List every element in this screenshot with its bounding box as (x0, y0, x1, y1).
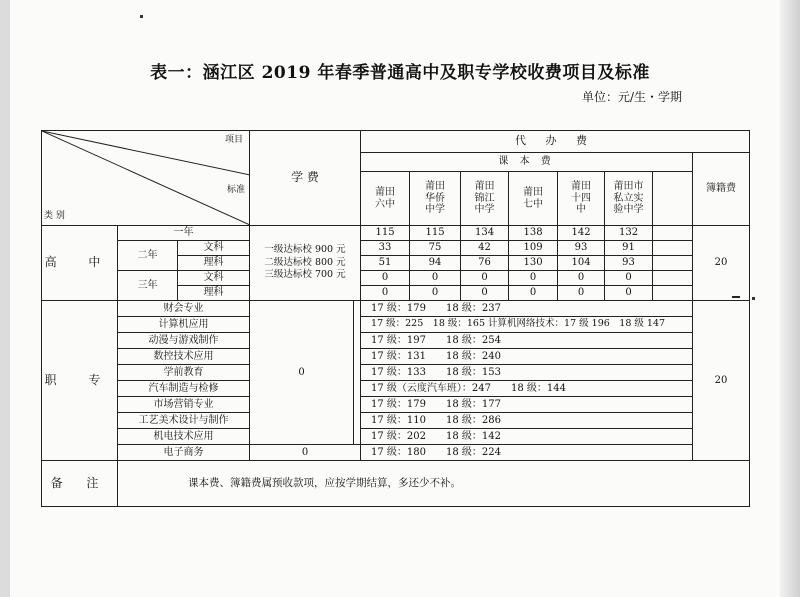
spacer-cell (354, 301, 361, 445)
grade-cell: 一年 (118, 226, 250, 241)
header-daiban: 代 办 费 (361, 131, 750, 153)
subject-cell: 理科 (178, 286, 250, 301)
note-label: 备 注 (42, 461, 118, 507)
note-text: 课本费、簿籍费属预收款项，应按学期结算，多还少不补。 (118, 461, 750, 507)
empty-cell (653, 241, 693, 256)
school-header: 莆田七中 (509, 172, 558, 226)
grade-cell: 二年 (118, 241, 178, 271)
header-bujifei: 簿籍费 (693, 153, 750, 226)
scan-speck (752, 297, 755, 300)
zhizhuan-tuition-ecommerce: 0 (250, 445, 361, 461)
major-cell: 电子商务 (118, 445, 250, 461)
major-cell: 计算机应用 (118, 317, 250, 333)
empty-cell (653, 271, 693, 286)
school-header: 莆田锦江中学 (461, 172, 509, 226)
value-cell: 115 (361, 226, 410, 241)
value-cell: 109 (509, 241, 558, 256)
value-cell: 94 (410, 256, 461, 271)
major-fee: 17 级：179 18 级：177 (361, 397, 693, 413)
document-title: 表一：涵江区 2019 年春季普通高中及职专学校收费项目及标准 (150, 63, 650, 83)
value-cell: 42 (461, 241, 509, 256)
header-leibie: 类 别 (44, 210, 65, 221)
header-keben: 课 本 费 (361, 153, 693, 172)
value-cell: 138 (509, 226, 558, 241)
major-fee: 17 级：225 18 级：165 计算机网络技术：17 级 196 18 级 147 (361, 317, 693, 333)
value-cell: 0 (361, 271, 410, 286)
value-cell: 134 (461, 226, 509, 241)
value-cell: 0 (461, 286, 509, 301)
group-zhizhuan: 职 专 (42, 301, 118, 461)
value-cell: 142 (558, 226, 605, 241)
school-header: 莆田华侨中学 (410, 172, 461, 226)
value-cell: 104 (558, 256, 605, 271)
major-cell: 机电技术应用 (118, 429, 250, 445)
value-cell: 0 (410, 286, 461, 301)
major-cell: 市场营销专业 (118, 397, 250, 413)
value-cell: 0 (558, 286, 605, 301)
value-cell: 0 (605, 271, 653, 286)
major-cell: 学前教育 (118, 365, 250, 381)
zhizhuan-bujifei: 20 (693, 301, 750, 461)
scan-speck (140, 15, 143, 18)
major-fee: 17 级：179 18 级：237 (361, 301, 693, 317)
major-cell: 汽车制造与检修 (118, 381, 250, 397)
value-cell: 132 (605, 226, 653, 241)
major-fee: 17 级：131 18 级：240 (361, 349, 693, 365)
empty-cell (653, 256, 693, 271)
value-cell: 0 (461, 271, 509, 286)
value-cell: 76 (461, 256, 509, 271)
major-fee: 17 级：133 18 级：153 (361, 365, 693, 381)
major-cell: 动漫与游戏制作 (118, 333, 250, 349)
empty-cell (653, 172, 693, 226)
value-cell: 0 (361, 286, 410, 301)
grade-cell: 三年 (118, 271, 178, 301)
subject-cell: 文科 (178, 271, 250, 286)
gaozhong-tuition: 一级达标校 900 元 二级达标校 800 元 三级达标校 700 元 (250, 226, 361, 301)
fee-table (41, 130, 750, 507)
value-cell: 115 (410, 226, 461, 241)
margin-mark (732, 296, 740, 298)
major-cell: 财会专业 (118, 301, 250, 317)
school-header: 莆田六中 (361, 172, 410, 226)
subject-cell: 文科 (178, 241, 250, 256)
major-fee: 17 级：180 18 级：224 (361, 445, 693, 461)
diagonal-lines (42, 131, 250, 225)
major-fee: 17 级：197 18 级：254 (361, 333, 693, 349)
value-cell: 93 (558, 241, 605, 256)
empty-cell (653, 286, 693, 301)
value-cell: 91 (605, 241, 653, 256)
group-gaozhong: 高 中 (42, 226, 118, 301)
value-cell: 0 (558, 271, 605, 286)
header-xiangmu: 项目 (225, 135, 244, 145)
gaozhong-bujifei: 20 (693, 226, 750, 301)
major-cell: 数控技术应用 (118, 349, 250, 365)
zhizhuan-tuition: 0 (250, 301, 354, 445)
unit-label: 单位：元/生・学期 (581, 90, 682, 104)
school-header: 莆田市私立实验中学 (605, 172, 653, 226)
corner-header-cell (42, 131, 250, 226)
value-cell: 0 (605, 286, 653, 301)
major-fee: 17 级（云度汽车班）：247 18 级：144 (361, 381, 693, 397)
value-cell: 0 (410, 271, 461, 286)
header-xuefei: 学 费 (250, 131, 361, 226)
value-cell: 130 (509, 256, 558, 271)
value-cell: 75 (410, 241, 461, 256)
empty-cell (653, 226, 693, 241)
value-cell: 0 (509, 271, 558, 286)
value-cell: 93 (605, 256, 653, 271)
major-cell: 工艺美术设计与制作 (118, 413, 250, 429)
page-edge-shadow (780, 0, 800, 597)
value-cell: 0 (509, 286, 558, 301)
header-biaozhun: 标准 (227, 185, 246, 195)
major-fee: 17 级：110 18 级：286 (361, 413, 693, 429)
subject-cell: 理科 (178, 256, 250, 271)
value-cell: 51 (361, 256, 410, 271)
school-header: 莆田十四中 (558, 172, 605, 226)
value-cell: 33 (361, 241, 410, 256)
major-fee: 17 级：202 18 级：142 (361, 429, 693, 445)
